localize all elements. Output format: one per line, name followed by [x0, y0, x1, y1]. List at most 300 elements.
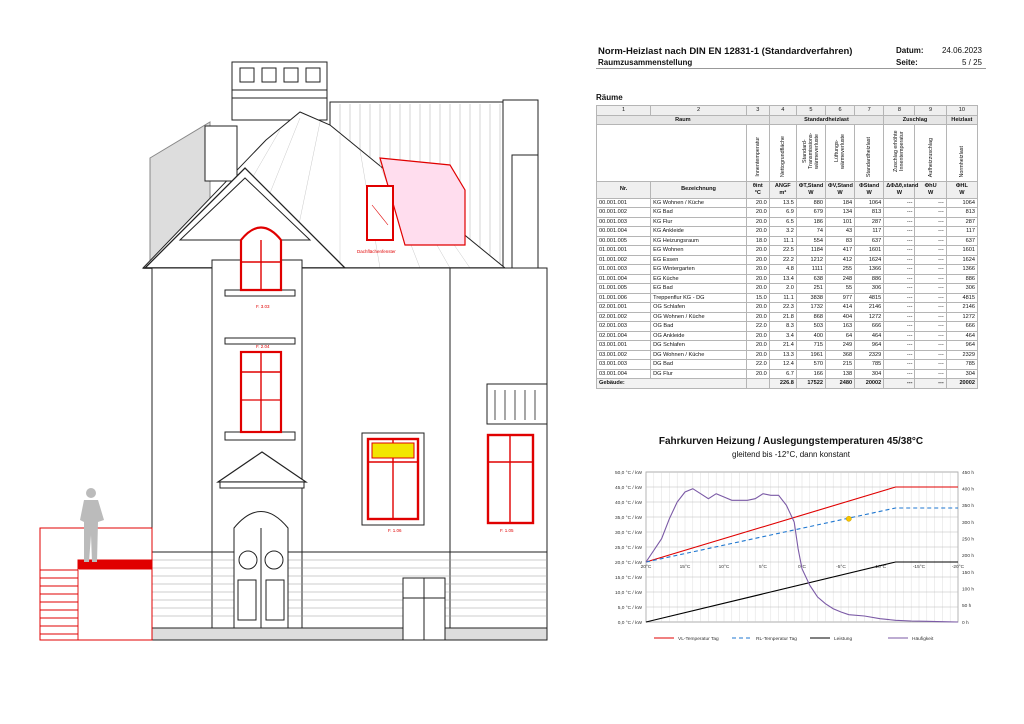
room-value: 138 — [825, 369, 854, 379]
footer-cell: 2480 — [825, 379, 854, 389]
room-value: 2146 — [855, 303, 884, 313]
rot-header: Standardheizlast — [855, 125, 884, 182]
unit-header: ΦT,Stand W — [796, 181, 825, 198]
room-name: KG Flur — [651, 217, 747, 227]
col-number: 5 — [796, 106, 825, 116]
room-value: 117 — [855, 227, 884, 237]
table-row — [597, 198, 978, 208]
room-value: --- — [915, 217, 946, 227]
room-number: 01.001.006 — [597, 293, 651, 303]
room-value: 2.0 — [769, 284, 796, 294]
y-left-tick-label: 25,0 °C / kW — [615, 545, 642, 551]
room-name: KG Bad — [651, 208, 747, 218]
room-name: KG Heizungsraum — [651, 236, 747, 246]
unit-header: ΦhU W — [915, 181, 946, 198]
room-value: 1624 — [855, 255, 884, 265]
y-right-tick-label: 250 h — [962, 537, 975, 543]
room-number: 03.001.001 — [597, 341, 651, 351]
room-value: 2329 — [855, 350, 884, 360]
table-row — [597, 360, 978, 370]
room-value: 964 — [946, 341, 977, 351]
room-value: 22.2 — [769, 255, 796, 265]
unit-header: ΔΦΔθ,stand W — [884, 181, 915, 198]
room-value: 74 — [796, 227, 825, 237]
y-left-tick-label: 20,0 °C / kW — [615, 560, 642, 566]
table-row — [597, 303, 978, 313]
col-number: 7 — [855, 106, 884, 116]
room-number: 00.001.002 — [597, 208, 651, 218]
room-value: 666 — [946, 322, 977, 332]
room-number: 03.001.004 — [597, 369, 651, 379]
room-value: 134 — [825, 208, 854, 218]
date-label: Datum: — [896, 46, 924, 55]
room-value: 1624 — [946, 255, 977, 265]
room-name: KG Wohnen / Küche — [651, 198, 747, 208]
room-name: DG Flur — [651, 369, 747, 379]
room-value: 6.5 — [769, 217, 796, 227]
document-subtitle: Raumzusammenstellung — [598, 58, 693, 67]
room-value: 1732 — [796, 303, 825, 313]
unit-header: ΦV,Stand W — [825, 181, 854, 198]
section-title: Räume — [596, 93, 623, 102]
rot-header: Lüftungs-wärmeverluste — [825, 125, 854, 182]
room-value: --- — [915, 322, 946, 332]
room-value: 868 — [796, 312, 825, 322]
room-value: 637 — [855, 236, 884, 246]
room-value: --- — [884, 322, 915, 332]
room-value: 414 — [825, 303, 854, 313]
room-value: 4815 — [855, 293, 884, 303]
room-value: 22.3 — [769, 303, 796, 313]
col-number: 8 — [884, 106, 915, 116]
room-value: 20.0 — [746, 331, 769, 341]
room-value: --- — [915, 312, 946, 322]
room-value: 11.1 — [769, 236, 796, 246]
room-name: OG Ankleide — [651, 331, 747, 341]
room-value: 417 — [825, 246, 854, 256]
rot-header: Zuschlag erhöhte Innentemperatur — [884, 125, 915, 182]
unit-header-nr: Nr. — [597, 181, 651, 198]
room-value: 4815 — [946, 293, 977, 303]
room-value: 20.0 — [746, 312, 769, 322]
room-value: 400 — [796, 331, 825, 341]
room-value: --- — [915, 331, 946, 341]
table-row — [597, 227, 978, 237]
room-value: 12.4 — [769, 360, 796, 370]
room-number: 01.001.003 — [597, 265, 651, 275]
room-value: 886 — [855, 274, 884, 284]
room-value: 287 — [855, 217, 884, 227]
x-tick-label: 5°C — [758, 565, 768, 570]
room-value: 570 — [796, 360, 825, 370]
rot-header: Aufheizzuschlag — [915, 125, 946, 182]
table-row — [597, 341, 978, 351]
room-value: 20.0 — [746, 198, 769, 208]
y-right-tick-label: 350 h — [962, 504, 975, 510]
room-value: --- — [884, 312, 915, 322]
unit-header: ΦStand W — [855, 181, 884, 198]
room-value: 304 — [946, 369, 977, 379]
group-header-heizlast: Heizlast — [946, 115, 977, 125]
room-value: 715 — [796, 341, 825, 351]
table-row — [597, 369, 978, 379]
room-value: 1184 — [796, 246, 825, 256]
room-value: --- — [915, 341, 946, 351]
col-number: 2 — [651, 106, 747, 116]
room-name: DG Bad — [651, 360, 747, 370]
room-value: 785 — [855, 360, 884, 370]
footer-cell: --- — [884, 379, 915, 389]
room-value: 20.0 — [746, 217, 769, 227]
room-value: 21.8 — [769, 312, 796, 322]
footer-cell: 226.8 — [769, 379, 796, 389]
room-value: --- — [884, 293, 915, 303]
rot-header: Innentemperatur — [746, 125, 769, 182]
room-value: --- — [884, 331, 915, 341]
window-f106-accent — [372, 443, 414, 458]
room-value: --- — [884, 227, 915, 237]
room-value: --- — [915, 369, 946, 379]
table-row — [597, 331, 978, 341]
y-left-tick-label: 30,0 °C / kW — [615, 530, 642, 536]
room-number: 02.001.002 — [597, 312, 651, 322]
table-footer-row — [597, 379, 978, 389]
room-value: --- — [884, 341, 915, 351]
chimney-top — [232, 62, 327, 120]
room-value: 1366 — [946, 265, 977, 275]
room-name: Treppenflur KG - DG — [651, 293, 747, 303]
col-number: 9 — [915, 106, 946, 116]
y-right-tick-label: 50 h — [962, 604, 972, 610]
room-value: 1064 — [855, 198, 884, 208]
room-value: --- — [884, 369, 915, 379]
room-value: 43 — [825, 227, 854, 237]
y-right-tick-label: 0 h — [962, 620, 969, 626]
room-name: EG Küche — [651, 274, 747, 284]
room-value: 964 — [855, 341, 884, 351]
room-value: --- — [915, 303, 946, 313]
room-value: 184 — [825, 198, 854, 208]
room-value: --- — [915, 284, 946, 294]
room-value: 3.4 — [769, 331, 796, 341]
room-value: --- — [884, 246, 915, 256]
room-value: 1212 — [796, 255, 825, 265]
legend-label-0: VL-Temperatur Tag — [678, 636, 719, 642]
room-value: --- — [884, 265, 915, 275]
drawing-label-f106: F. 1.06 — [388, 528, 402, 533]
room-value: 2329 — [946, 350, 977, 360]
room-value: --- — [915, 208, 946, 218]
room-value: --- — [915, 265, 946, 275]
y-right-tick-label: 400 h — [962, 487, 975, 493]
room-value: 1366 — [855, 265, 884, 275]
footer-cell: 20002 — [855, 379, 884, 389]
y-left-tick-label: 0,0 °C / kW — [617, 620, 642, 626]
x-tick-label: -10°C — [873, 565, 887, 570]
room-value: 1961 — [796, 350, 825, 360]
room-value: 20.0 — [746, 350, 769, 360]
room-value: --- — [884, 198, 915, 208]
room-value: 638 — [796, 274, 825, 284]
y-left-tick-label: 10,0 °C / kW — [615, 590, 642, 596]
table-row — [597, 255, 978, 265]
room-value: 20.0 — [746, 274, 769, 284]
room-value: 18.0 — [746, 236, 769, 246]
room-value: 22.5 — [769, 246, 796, 256]
room-value: 20.0 — [746, 246, 769, 256]
room-value: --- — [915, 236, 946, 246]
room-value: 251 — [796, 284, 825, 294]
drawing-label-f105: F. 1.05 — [500, 528, 514, 533]
room-heat-load-table — [596, 105, 978, 389]
room-value: 666 — [855, 322, 884, 332]
y-left-tick-label: 40,0 °C / kW — [615, 500, 642, 506]
room-name: DG Wohnen / Küche — [651, 350, 747, 360]
table-row — [597, 312, 978, 322]
room-value: 412 — [825, 255, 854, 265]
room-number: 02.001.001 — [597, 303, 651, 313]
room-value: 3838 — [796, 293, 825, 303]
room-value: 20.0 — [746, 208, 769, 218]
legend-label-3: Häufigkeit — [912, 636, 934, 642]
room-value: --- — [915, 350, 946, 360]
room-value: 22.0 — [746, 322, 769, 332]
y-right-tick-label: 150 h — [962, 570, 975, 576]
room-value: 20.0 — [746, 255, 769, 265]
room-value: 404 — [825, 312, 854, 322]
room-value: --- — [884, 350, 915, 360]
room-value: --- — [915, 198, 946, 208]
unit-header: ANGF m² — [769, 181, 796, 198]
table-row — [597, 350, 978, 360]
table-row — [597, 217, 978, 227]
room-value: 813 — [855, 208, 884, 218]
room-value: 464 — [946, 331, 977, 341]
date-value: 24.06.2023 — [941, 46, 982, 55]
room-value: --- — [915, 227, 946, 237]
room-number: 00.001.005 — [597, 236, 651, 246]
chart-marker — [846, 516, 851, 521]
room-value: --- — [915, 255, 946, 265]
heating-curve-chart — [596, 462, 986, 662]
room-value: 13.3 — [769, 350, 796, 360]
room-value: 215 — [825, 360, 854, 370]
room-value: --- — [915, 293, 946, 303]
y-right-tick-label: 450 h — [962, 470, 975, 476]
y-left-tick-label: 45,0 °C / kW — [615, 485, 642, 491]
room-name: EG Essen — [651, 255, 747, 265]
col-number: 1 — [597, 106, 651, 116]
footer-label: Gebäude: — [597, 379, 747, 389]
room-value: --- — [884, 274, 915, 284]
footer-cell: 17522 — [796, 379, 825, 389]
room-value: 813 — [946, 208, 977, 218]
room-value: 503 — [796, 322, 825, 332]
room-number: 03.001.003 — [597, 360, 651, 370]
unit-header: θint °C — [746, 181, 769, 198]
room-value: 464 — [855, 331, 884, 341]
room-value: --- — [884, 217, 915, 227]
room-value: 880 — [796, 198, 825, 208]
rot-header: Nettogrundfläche — [769, 125, 796, 182]
x-tick-label: 10°C — [718, 565, 730, 570]
room-number: 03.001.002 — [597, 350, 651, 360]
room-name: EG Bad — [651, 284, 747, 294]
room-value: 3.2 — [769, 227, 796, 237]
room-value: 20.0 — [746, 341, 769, 351]
y-left-tick-label: 15,0 °C / kW — [615, 575, 642, 581]
room-value: 22.0 — [746, 360, 769, 370]
room-value: --- — [915, 246, 946, 256]
room-value: 20.0 — [746, 284, 769, 294]
room-value: 64 — [825, 331, 854, 341]
room-value: 6.7 — [769, 369, 796, 379]
room-value: --- — [884, 255, 915, 265]
room-value: 306 — [855, 284, 884, 294]
room-number: 02.001.003 — [597, 322, 651, 332]
room-value: 186 — [796, 217, 825, 227]
room-value: 2146 — [946, 303, 977, 313]
room-value: 1601 — [855, 246, 884, 256]
x-tick-label: -20°C — [951, 565, 965, 570]
room-value: --- — [915, 360, 946, 370]
room-value: 1272 — [855, 312, 884, 322]
room-name: DG Schlafen — [651, 341, 747, 351]
room-name: EG Wintergarten — [651, 265, 747, 275]
room-value: 101 — [825, 217, 854, 227]
document-header — [596, 44, 986, 69]
table-row — [597, 236, 978, 246]
legend-label-2: Leistung — [834, 636, 853, 642]
room-name: EG Wohnen — [651, 246, 747, 256]
balcony — [487, 384, 547, 424]
table-row — [597, 322, 978, 332]
room-value: --- — [884, 208, 915, 218]
page-label: Seite: — [896, 58, 918, 67]
room-value: 20.0 — [746, 227, 769, 237]
col-number: 3 — [746, 106, 769, 116]
group-header-standard: Standardheizlast — [769, 115, 883, 125]
group-header-raum: Raum — [597, 115, 770, 125]
room-value: 13.5 — [769, 198, 796, 208]
x-tick-label: 0°C — [797, 565, 807, 570]
room-value: 886 — [946, 274, 977, 284]
room-value: 20.0 — [746, 303, 769, 313]
room-value: 13.4 — [769, 274, 796, 284]
chart-subtitle: gleitend bis -12°C, dann konstant — [732, 450, 850, 459]
unit-header-bez: Bezeichnung — [651, 181, 747, 198]
room-value: 1111 — [796, 265, 825, 275]
x-tick-label: 20°C — [640, 565, 652, 570]
room-value: 20.0 — [746, 369, 769, 379]
room-value: 20.0 — [746, 265, 769, 275]
y-left-tick-label: 35,0 °C / kW — [615, 515, 642, 521]
footer-cell: 20002 — [946, 379, 977, 389]
document-title: Norm-Heizlast nach DIN EN 12831-1 (Standardverfahren) — [598, 46, 853, 57]
room-name: OG Schlafen — [651, 303, 747, 313]
room-value: 287 — [946, 217, 977, 227]
chart-title: Fahrkurven Heizung / Auslegungstemperaturen 45/38°C — [658, 436, 924, 447]
room-name: KG Ankleide — [651, 227, 747, 237]
room-value: --- — [884, 360, 915, 370]
room-value: 163 — [825, 322, 854, 332]
drawing-label-roof-window: Dachflächenfenster — [357, 249, 396, 254]
room-value: 117 — [946, 227, 977, 237]
room-value: 1272 — [946, 312, 977, 322]
room-number: 01.001.005 — [597, 284, 651, 294]
y-right-tick-label: 300 h — [962, 520, 975, 526]
room-value: 785 — [946, 360, 977, 370]
room-value: --- — [884, 284, 915, 294]
room-number: 00.001.003 — [597, 217, 651, 227]
y-left-tick-label: 50,0 °C / kW — [615, 470, 642, 476]
y-right-tick-label: 100 h — [962, 587, 975, 593]
room-value: 55 — [825, 284, 854, 294]
table-row — [597, 265, 978, 275]
col-number: 10 — [946, 106, 977, 116]
footer-cell — [746, 379, 769, 389]
room-value: 368 — [825, 350, 854, 360]
rot-header: Standard-Transmissions-wärmeverluste — [796, 125, 825, 182]
room-number: 02.001.004 — [597, 331, 651, 341]
col-number: 4 — [769, 106, 796, 116]
page-value: 5 / 25 — [961, 58, 982, 67]
table-row — [597, 208, 978, 218]
room-value: 6.9 — [769, 208, 796, 218]
room-value: 679 — [796, 208, 825, 218]
room-value: 249 — [825, 341, 854, 351]
room-value: --- — [915, 274, 946, 284]
unit-header: ΦHL W — [946, 181, 977, 198]
room-value: 637 — [946, 236, 977, 246]
room-value: 248 — [825, 274, 854, 284]
legend-label-1: RL-Temperatur Tag — [756, 636, 797, 642]
drawing-label-f204: F. 2.04 — [256, 344, 270, 349]
room-value: 21.4 — [769, 341, 796, 351]
room-name: OG Wohnen / Küche — [651, 312, 747, 322]
room-number: 01.001.001 — [597, 246, 651, 256]
rot-header-blank — [597, 125, 747, 182]
group-header-zuschlag: Zuschlag — [884, 115, 946, 125]
x-tick-label: 15°C — [679, 565, 691, 570]
room-value: 554 — [796, 236, 825, 246]
rot-header: Normheizlast — [946, 125, 977, 182]
room-value: 255 — [825, 265, 854, 275]
room-number: 01.001.004 — [597, 274, 651, 284]
room-value: 83 — [825, 236, 854, 246]
footer-cell: --- — [915, 379, 946, 389]
room-value: 8.3 — [769, 322, 796, 332]
table-row — [597, 274, 978, 284]
room-value: 1064 — [946, 198, 977, 208]
room-value: 306 — [946, 284, 977, 294]
room-value: 166 — [796, 369, 825, 379]
y-right-tick-label: 200 h — [962, 554, 975, 560]
col-number: 6 — [825, 106, 854, 116]
room-value: 4.8 — [769, 265, 796, 275]
room-number: 00.001.004 — [597, 227, 651, 237]
table-body — [597, 198, 978, 379]
table-row — [597, 246, 978, 256]
room-value: 977 — [825, 293, 854, 303]
x-tick-label: -5°C — [836, 565, 846, 570]
room-value: --- — [884, 236, 915, 246]
room-value: 15.0 — [746, 293, 769, 303]
table-row — [597, 284, 978, 294]
drawing-label-f303: F. 3.03 — [256, 304, 270, 309]
y-left-tick-label: 5,0 °C / kW — [617, 605, 642, 611]
room-value: 1601 — [946, 246, 977, 256]
